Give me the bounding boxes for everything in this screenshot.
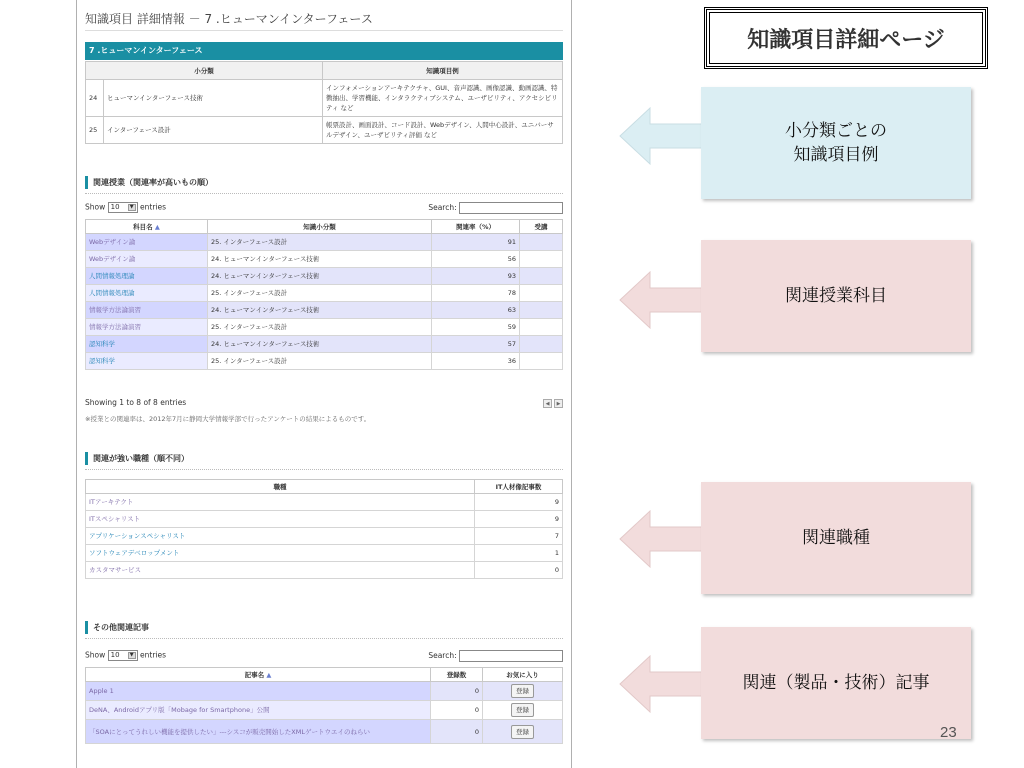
knowledge-area-header: 7 .ヒューマンインターフェース xyxy=(85,42,563,60)
table-row xyxy=(86,494,563,511)
course-name-link[interactable]: 認知科学 xyxy=(86,353,208,370)
course-taken xyxy=(520,353,563,370)
table-row xyxy=(86,545,563,562)
callout-related-articles: 関連（製品・技術）記事 xyxy=(701,627,971,739)
page-label: 知識項目詳細ページ xyxy=(704,7,988,69)
length-control xyxy=(85,650,166,661)
col-rate[interactable] xyxy=(432,220,520,234)
show-label: Show xyxy=(85,650,106,660)
course-category: 24. ヒューマンインターフェース技術 xyxy=(208,302,432,319)
course-taken xyxy=(520,234,563,251)
course-rate: 57 xyxy=(432,336,520,353)
table-row xyxy=(86,336,563,353)
knowledge-examples: インフォメーションアーキテクチャ、GUI、音声認識、画像認識、動画認識、特徴抽出、学習機能、インタラクティブシステム、ユーザビリティ、アクセシビリティ など xyxy=(323,80,563,117)
slide-number: 23 xyxy=(940,724,957,741)
col-course-name[interactable] xyxy=(86,220,208,234)
course-taken xyxy=(520,251,563,268)
course-category: 24. ヒューマンインターフェース技術 xyxy=(208,251,432,268)
job-name-link[interactable]: アプリケーションスペシャリスト xyxy=(86,528,475,545)
article-register-count: 0 xyxy=(431,720,483,744)
title-divider xyxy=(85,30,563,31)
col-label: 科目名 xyxy=(133,222,153,231)
course-rate: 63 xyxy=(432,302,520,319)
job-article-count: 0 xyxy=(475,562,563,579)
course-category: 24. ヒューマンインターフェース技術 xyxy=(208,336,432,353)
pager xyxy=(541,398,563,408)
course-taken xyxy=(520,302,563,319)
table-row xyxy=(86,353,563,370)
course-name-link[interactable]: Webデザイン論 xyxy=(86,251,208,268)
article-title-link[interactable]: Apple 1 xyxy=(86,682,431,701)
section-divider xyxy=(85,638,563,639)
section-divider xyxy=(85,469,563,470)
register-button[interactable]: 登録 xyxy=(511,684,534,698)
col-register-count[interactable]: 登録数 xyxy=(431,668,483,682)
job-article-count: 7 xyxy=(475,528,563,545)
col-category[interactable] xyxy=(208,220,432,234)
table-row xyxy=(86,319,563,336)
course-name-link[interactable]: 情報学方法論演習 xyxy=(86,319,208,336)
favorite-cell xyxy=(483,682,563,701)
courses-note: ※授業との関連率は、2012年7月に静岡大学情報学部で行ったアンケートの結果によるものです。 xyxy=(85,415,371,423)
table-row xyxy=(86,528,563,545)
table-row xyxy=(86,117,563,144)
courses-info xyxy=(85,398,563,408)
job-name-link[interactable]: ITスペシャリスト xyxy=(86,511,475,528)
arrow-left-icon xyxy=(616,104,706,168)
course-taken xyxy=(520,268,563,285)
course-taken xyxy=(520,336,563,353)
course-rate: 78 xyxy=(432,285,520,302)
next-page-icon[interactable]: ▶ xyxy=(554,399,563,408)
prev-page-icon[interactable]: ◀ xyxy=(543,399,552,408)
col-favorite[interactable]: お気に入り xyxy=(483,668,563,682)
arrow-left-icon xyxy=(616,507,706,571)
course-rate: 36 xyxy=(432,353,520,370)
arrow-left-icon xyxy=(616,268,706,332)
course-rate: 93 xyxy=(432,268,520,285)
table-row xyxy=(86,562,563,579)
job-article-count: 9 xyxy=(475,494,563,511)
length-control xyxy=(85,202,166,213)
course-taken xyxy=(520,319,563,336)
col-label: 知識小分類 xyxy=(303,222,336,231)
course-name-link[interactable]: Webデザイン論 xyxy=(86,234,208,251)
course-name-link[interactable]: 人間情報処理論 xyxy=(86,268,208,285)
col-label: 関連率（%） xyxy=(455,222,495,231)
course-name-link[interactable]: 情報学方法論演習 xyxy=(86,302,208,319)
courses-search-input[interactable] xyxy=(459,202,563,214)
search-label: Search: xyxy=(428,203,457,212)
table-row xyxy=(86,234,563,251)
search-control xyxy=(428,650,563,662)
callout-related-courses: 関連授業科目 xyxy=(701,240,971,352)
subcategory-number: 25 xyxy=(86,117,104,144)
article-title-link[interactable]: 「SOAにとってうれしい機能を提供したい」---シスコが販売開始したXMLゲートウエイのねらい xyxy=(86,720,431,744)
entries-value: 10 xyxy=(110,203,120,211)
chevron-down-icon: ▼ xyxy=(128,652,136,659)
chevron-down-icon: ▼ xyxy=(128,204,136,211)
entries-select[interactable] xyxy=(108,650,138,661)
col-examples: 知識項目例 xyxy=(323,62,563,80)
articles-controls xyxy=(85,648,563,664)
col-taken[interactable] xyxy=(520,220,563,234)
callout-related-jobs: 関連職種 xyxy=(701,482,971,594)
article-register-count: 0 xyxy=(431,682,483,701)
table-row xyxy=(86,285,563,302)
articles-section-title: その他関連記事 xyxy=(85,621,563,634)
table-row xyxy=(86,511,563,528)
table-row xyxy=(86,302,563,319)
jobs-table xyxy=(85,479,563,579)
screenshot-panel xyxy=(76,0,572,768)
table-row xyxy=(86,701,563,720)
search-label: Search: xyxy=(428,651,457,660)
courses-table xyxy=(85,219,563,370)
sort-asc-icon: ▲ xyxy=(266,670,272,679)
entries-label: entries xyxy=(140,202,167,212)
col-article-count[interactable]: IT人材像記事数 xyxy=(475,480,563,494)
table-row xyxy=(86,251,563,268)
article-title-link[interactable]: DeNA、Androidアプリ版「Mobage for Smartphone」公開 xyxy=(86,701,431,720)
col-label: 記事名 xyxy=(244,670,265,679)
job-name-link[interactable]: ソフトウェアデベロップメント xyxy=(86,545,475,562)
entries-select[interactable] xyxy=(108,202,138,213)
course-category: 25. インターフェース設計 xyxy=(208,353,432,370)
job-article-count: 1 xyxy=(475,545,563,562)
col-job[interactable]: 職種 xyxy=(86,480,475,494)
article-register-count: 0 xyxy=(431,701,483,720)
table-row xyxy=(86,682,563,701)
sort-asc-icon: ▲ xyxy=(154,222,160,231)
callout-knowledge-examples: 小分類ごとの 知識項目例 xyxy=(701,87,971,199)
table-info: Showing 1 to 8 of 8 entries xyxy=(85,398,187,407)
register-button[interactable]: 登録 xyxy=(511,703,534,717)
col-label: 受講 xyxy=(534,222,548,231)
course-rate: 91 xyxy=(432,234,520,251)
course-category: 25. インターフェース設計 xyxy=(208,234,432,251)
subcategory-name: ヒューマンインターフェース技術 xyxy=(104,80,323,117)
job-name-link[interactable]: ITアーキテクト xyxy=(86,494,475,511)
jobs-section-title: 関連が強い職種（順不同） xyxy=(85,452,563,465)
search-control xyxy=(428,202,563,214)
table-row xyxy=(86,80,563,117)
course-category: 25. インターフェース設計 xyxy=(208,319,432,336)
courses-controls xyxy=(85,200,563,216)
course-category: 24. ヒューマンインターフェース技術 xyxy=(208,268,432,285)
col-subcategory: 小分類 xyxy=(86,62,323,80)
show-label: Show xyxy=(85,202,106,212)
course-taken xyxy=(520,285,563,302)
entries-value: 10 xyxy=(110,651,120,659)
entries-label: entries xyxy=(140,650,167,660)
course-name-link[interactable]: 人間情報処理論 xyxy=(86,285,208,302)
courses-section-title: 関連授業（関連率が高いもの順） xyxy=(85,176,563,189)
col-article-title[interactable] xyxy=(86,668,431,682)
page-title: 知識項目 詳細情報 － 7 .ヒューマンインターフェース xyxy=(85,12,373,26)
course-name-link[interactable]: 認知科学 xyxy=(86,336,208,353)
register-button[interactable]: 登録 xyxy=(511,725,534,739)
course-rate: 59 xyxy=(432,319,520,336)
table-row xyxy=(86,720,563,744)
job-article-count: 9 xyxy=(475,511,563,528)
table-row xyxy=(86,268,563,285)
knowledge-table xyxy=(85,61,563,144)
arrow-left-icon xyxy=(616,652,706,716)
section-divider xyxy=(85,193,563,194)
favorite-cell xyxy=(483,720,563,744)
subcategory-number: 24 xyxy=(86,80,104,117)
favorite-cell xyxy=(483,701,563,720)
job-name-link[interactable]: カスタマサービス xyxy=(86,562,475,579)
knowledge-examples: 帳票設計、画面設計、コード設計、Webデザイン、人間中心設計、ユニバーサルデザイン、ユーザビリティ評価 など xyxy=(323,117,563,144)
subcategory-name: インターフェース設計 xyxy=(104,117,323,144)
articles-search-input[interactable] xyxy=(459,650,563,662)
course-category: 25. インターフェース設計 xyxy=(208,285,432,302)
course-rate: 56 xyxy=(432,251,520,268)
articles-table xyxy=(85,667,563,744)
